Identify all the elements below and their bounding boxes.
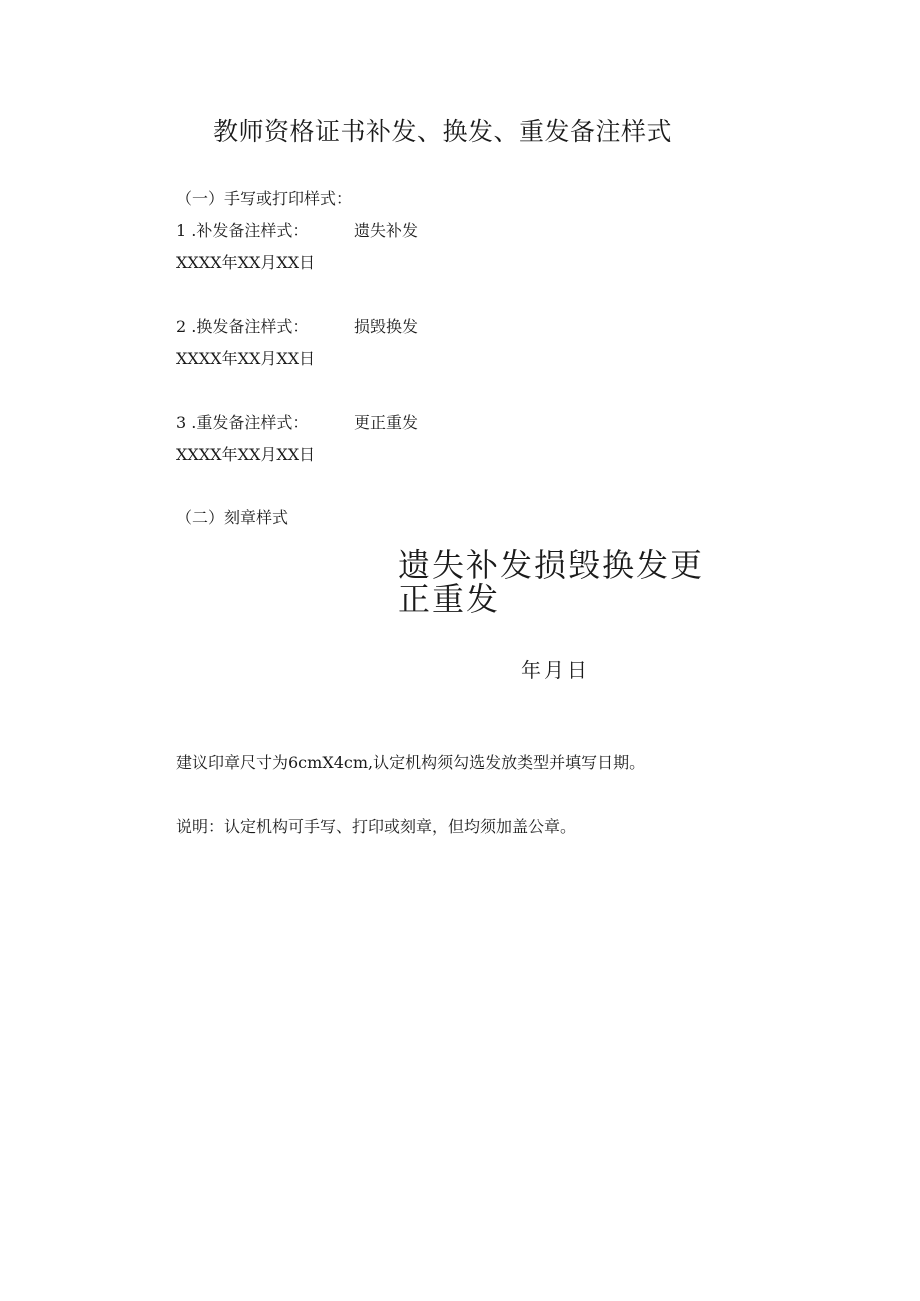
explanation-note: 说明：认定机构可手写、打印或刻章，但均须加盖公章。 [176,817,577,836]
item-2-label: 2 .换发备注样式： [176,317,309,336]
item-3-label: 3 .重发备注样式： [176,413,309,432]
item-1-row [176,218,419,241]
page-title: 教师资格证书补发、换发、重发备注样式 [212,117,672,146]
size-suggestion: 建议印章尺寸为6cmX4cm,认定机构须勾选发放类型并填写日期。 [176,753,646,772]
item-2-value: 损毁换发 [354,317,419,336]
stamp-date: 年月日 [521,658,590,682]
item-2-row [176,314,419,337]
item-3-row [176,410,419,433]
item-1-value: 遗失补发 [354,221,419,240]
section-2-heading: （二）刻章样式 [176,508,289,527]
item-1-label: 1 .补发备注样式： [176,221,309,240]
section-1-heading: （一）手写或打印样式： [176,189,353,208]
item-1-date: XXXX年XX月XX日 [176,253,316,272]
item-3-value: 更正重发 [354,413,419,432]
item-3-date: XXXX年XX月XX日 [176,445,316,464]
item-2-date: XXXX年XX月XX日 [176,349,316,368]
stamp-text: 遗失补发损毁换发更正重发 [398,546,705,618]
